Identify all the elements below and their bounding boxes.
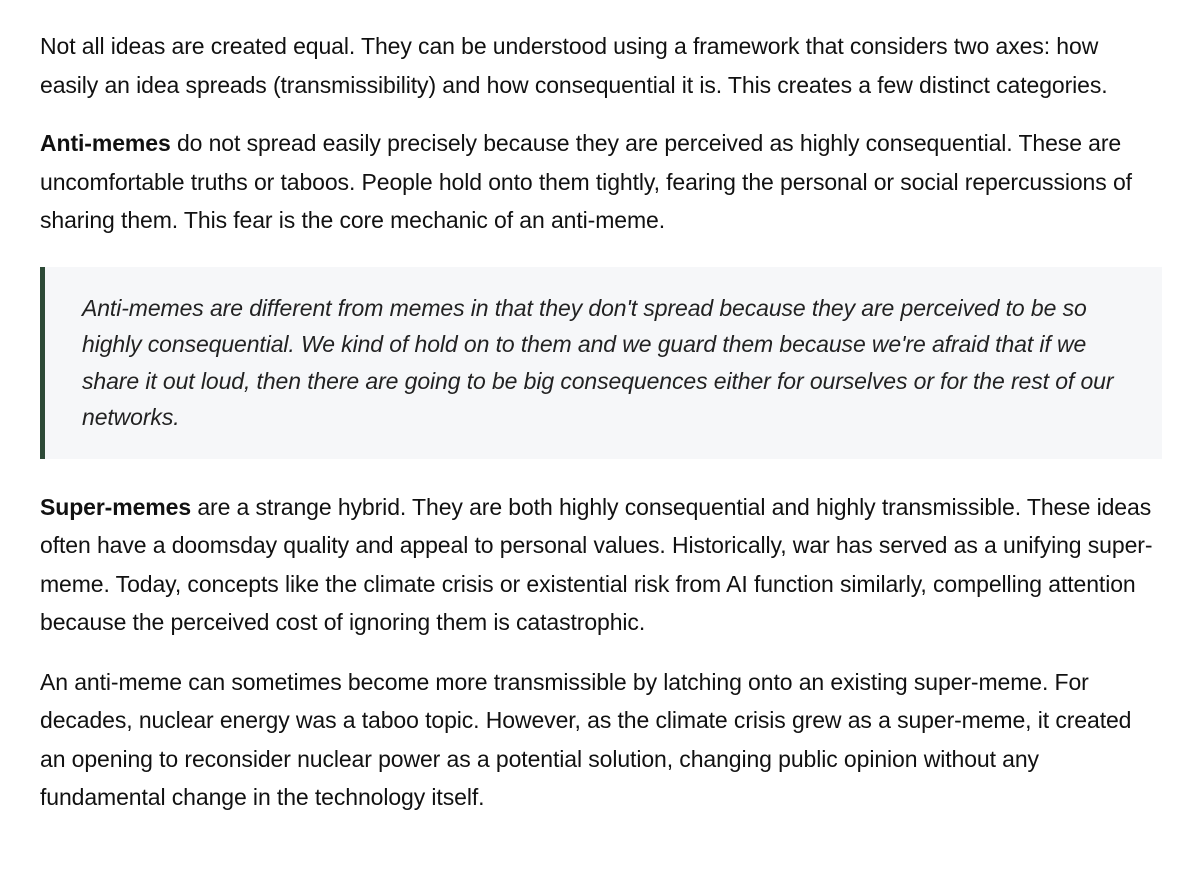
nuclear-energy-paragraph: An anti-meme can sometimes become more transmissible by latching onto an existing super-meme. For decades, nuclear energy was a taboo topic. However, as the climate crisis grew as a super-meme, it created an opening to reconsider nuclear power as a potential solution, changing public opinion without any fundamental change in the technology itself.	[40, 668, 1132, 810]
blockquote-text: Anti-memes are different from memes in that they don't spread because they are perceived to be so highly consequential. We kind of hold on to them and we guard them because we're afraid that if we share it out loud, then there are going to be big consequences either for ourselves or for the rest of our networks.	[82, 294, 1114, 430]
anti-memes-blockquote	[40, 267, 1162, 459]
intro-paragraph: Not all ideas are created equal. They can be understood using a framework that considers two axes: how easily an idea spreads (transmissibility) and how consequential it is. This creates a few distinct categories.	[40, 33, 1108, 98]
super-memes-description: are a strange hybrid. They are both highly consequential and highly transmissible. These ideas often have a doomsday quality and appeal to personal values. Historically, war has served as a unifying super-meme. Today, concepts like the climate crisis or existential risk from AI function similarly, compelling attention because the perceived cost of ignoring them is catastrophic.	[40, 493, 1153, 635]
anti-memes-paragraph	[40, 124, 1162, 240]
anti-memes-term: Anti-memes	[40, 130, 171, 156]
anti-memes-description: do not spread easily precisely because they are perceived as highly consequential. These are uncomfortable truths or taboos. People hold onto them tightly, fearing the personal or social repercussions of sharing them. This fear is the core mechanic of an anti-meme.	[40, 130, 1132, 233]
super-memes-term: Super-memes	[40, 493, 192, 520]
super-memes-paragraph	[40, 488, 1162, 642]
